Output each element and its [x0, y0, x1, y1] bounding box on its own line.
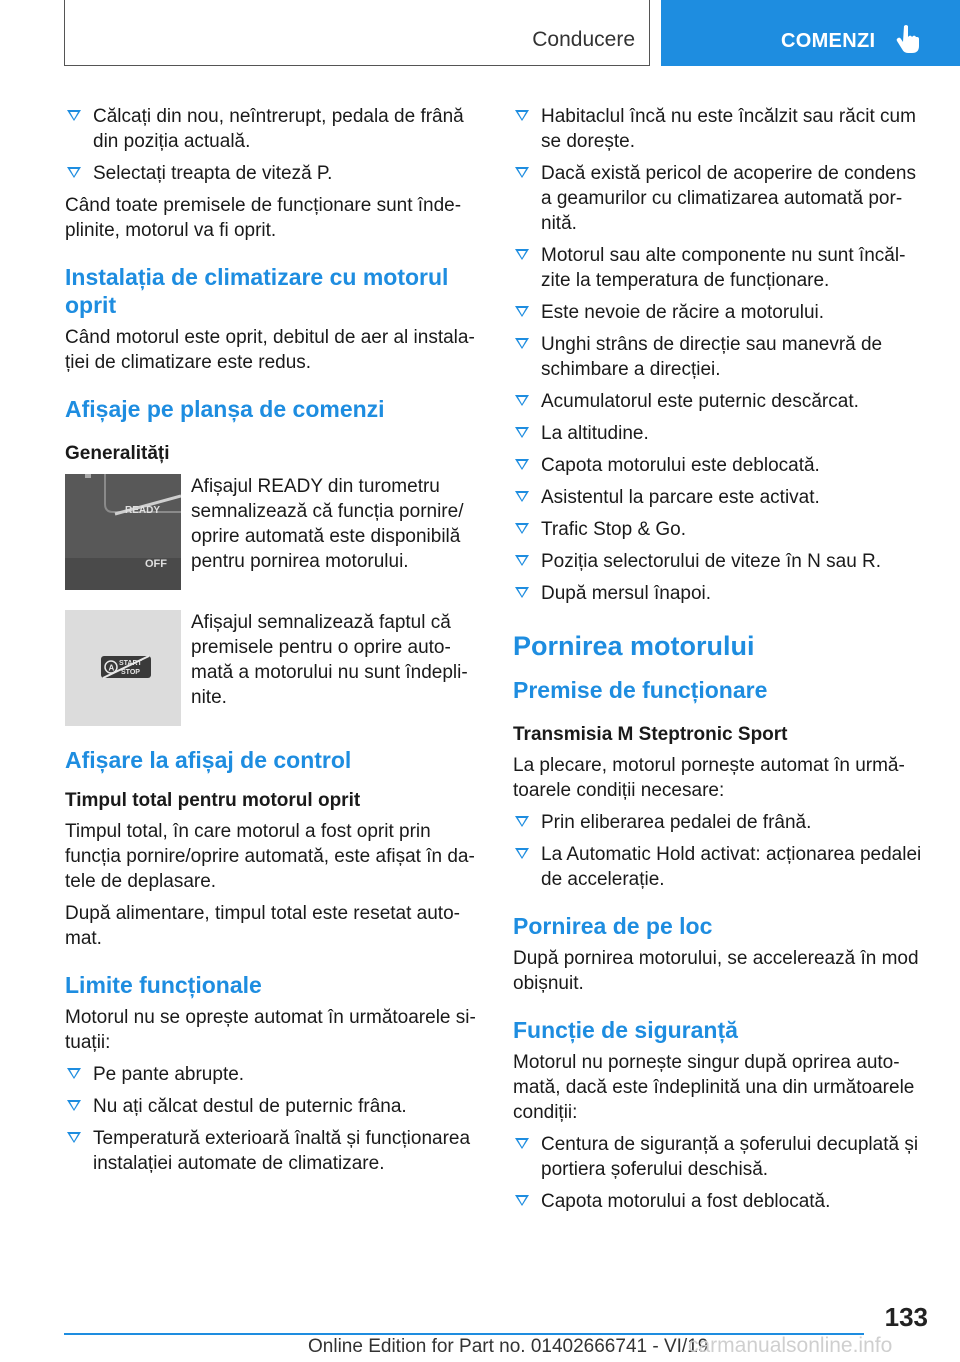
bullet-triangle-icon	[515, 491, 529, 502]
heading-premises: Premise de funcționare	[513, 677, 768, 703]
header-section-box	[64, 0, 650, 66]
bullet-triangle-icon	[515, 523, 529, 534]
list-item: Unghi strâns de direcție sau manevră de schimbare a direcției.	[513, 332, 925, 382]
svg-text:OFF: OFF	[145, 558, 167, 570]
autostop-unavailable-caption: Afișajul semnalizează faptul că premisele pentru o oprire automată a motorului nu sunt îndeplinite.	[191, 612, 468, 708]
start-stop-crossed-image	[65, 610, 181, 726]
list-item: Capota motorului a fost deblocată.	[513, 1189, 925, 1214]
list-item: Pe pante abrupte.	[65, 1062, 477, 1087]
left-column	[65, 104, 477, 1183]
bullet-triangle-icon	[67, 1132, 81, 1143]
list-item: După mersul înapoi.	[513, 581, 925, 606]
bullet-triangle-icon	[515, 816, 529, 827]
heading-transmission: Transmisia M Steptronic Sport	[513, 724, 788, 745]
bullet-triangle-icon	[515, 587, 529, 598]
footer-edition-text: Online Edition for Part no. 01402666741 - VI/19	[308, 1336, 709, 1357]
paragraph-conditions: Când toate premisele de funcționare sunt îndeplinite, motorul va fi oprit.	[65, 195, 462, 241]
heading-start-engine: Pornirea motorului	[513, 631, 755, 661]
heading-climate: Instalația de climatizare cu motorul oprit	[65, 264, 449, 318]
list-item: Habitaclul încă nu este încălzit sau răcit cum se dorește.	[513, 104, 925, 154]
paragraph-limits: Motorul nu se oprește automat în următoarele situații:	[65, 1007, 476, 1053]
bullet-triangle-icon	[515, 848, 529, 859]
list-item: Nu ați călcat destul de puternic frâna.	[65, 1094, 477, 1119]
header-tab[interactable]	[661, 0, 960, 66]
list-item: Asistentul la parcare este activat.	[513, 485, 925, 510]
hand-pointer-icon	[895, 24, 921, 54]
bullet-triangle-icon	[515, 110, 529, 121]
bullet-triangle-icon	[67, 110, 81, 121]
list-item: Capota motorului este deblocată.	[513, 453, 925, 478]
bullet-triangle-icon	[515, 555, 529, 566]
list-item: Prin eliberarea pedalei de frână.	[513, 810, 925, 835]
bullet-triangle-icon	[515, 395, 529, 406]
svg-text:READY: READY	[125, 505, 161, 516]
bullet-triangle-icon	[515, 249, 529, 260]
paragraph-standstill: După pornirea motorului, se accelerează în mod obișnuit.	[513, 948, 919, 994]
page-number: 133	[884, 1302, 928, 1332]
paragraph-climate: Când motorul este oprit, debitul de aer al instalației de climatizare este redus.	[65, 327, 475, 373]
bullet-triangle-icon	[67, 1068, 81, 1079]
paragraph-total-time: Timpul total, în care motorul a fost oprit prin funcția pornire/oprire automată, este afișat în datele de deplasare.	[65, 821, 475, 892]
list-item: Acumulatorul este puternic descărcat.	[513, 389, 925, 414]
bullet-triangle-icon	[515, 338, 529, 349]
watermark-text: carmanualsonline.info	[688, 1334, 893, 1357]
ready-display-caption: Afișajul READY din turometru semnalizează că funcția pornire/ oprire automată este disponibilă pentru pornirea motorului.	[191, 476, 464, 572]
heading-limits: Limite funcționale	[65, 972, 262, 998]
header-tab-label[interactable]: COMENZI	[781, 30, 876, 52]
heading-general: Generalități	[65, 443, 170, 464]
bullet-triangle-icon	[515, 459, 529, 470]
header-section-label[interactable]: Conducere	[532, 28, 635, 51]
bullet-triangle-icon	[67, 167, 81, 178]
bullet-triangle-icon	[67, 1100, 81, 1111]
svg-text:A: A	[108, 663, 115, 673]
list-item: Temperatură exterioară înaltă și funcționarea instalației automate de climatizare.	[65, 1126, 477, 1176]
list-item: Selectați treapta de viteză P.	[65, 161, 477, 186]
paragraph-reset: După alimentare, timpul total este resetat automat.	[65, 903, 460, 949]
list-item: Motorul sau alte componente nu sunt încălzite la temperatura de funcționare.	[513, 243, 925, 293]
paragraph-safety: Motorul nu pornește singur după oprirea automată, dacă este îndeplinită una din următoarele condiții:	[513, 1052, 915, 1123]
ready-display-figure	[65, 474, 477, 592]
list-item: La Automatic Hold activat: acționarea pedalei de accelerație.	[513, 842, 925, 892]
list-item: Călcați din nou, neîntrerupt, pedala de frână din poziția actuală.	[65, 104, 477, 154]
tachometer-ready-image	[65, 474, 181, 590]
svg-text:STOP: STOP	[121, 669, 140, 676]
bullet-triangle-icon	[515, 1138, 529, 1149]
list-item: Poziția selectorului de viteze în N sau R.	[513, 549, 925, 574]
heading-displays: Afișaje pe planșa de comenzi	[65, 396, 385, 422]
bullet-triangle-icon	[515, 167, 529, 178]
bullet-triangle-icon	[515, 306, 529, 317]
list-item: Centura de siguranță a șoferului decuplată și portiera șoferului deschisă.	[513, 1132, 925, 1182]
list-item: Dacă există pericol de acoperire de condens a geamurilor cu climatizarea automată pornită.	[513, 161, 925, 236]
list-item: La altitudine.	[513, 421, 925, 446]
bullet-triangle-icon	[515, 427, 529, 438]
heading-total-time: Timpul total pentru motorul oprit	[65, 790, 361, 811]
heading-control-display: Afișare la afișaj de control	[65, 747, 352, 773]
bullet-triangle-icon	[515, 1195, 529, 1206]
svg-text:START: START	[119, 660, 142, 667]
autostop-unavailable-figure	[65, 610, 477, 728]
list-item: Este nevoie de răcire a motorului.	[513, 300, 925, 325]
right-column	[513, 104, 925, 1221]
heading-standstill: Pornirea de pe loc	[513, 913, 713, 939]
heading-safety: Funcție de siguranță	[513, 1017, 738, 1043]
list-item: Trafic Stop & Go.	[513, 517, 925, 542]
paragraph-start: La plecare, motorul pornește automat în următoarele condiții necesare:	[513, 755, 905, 801]
